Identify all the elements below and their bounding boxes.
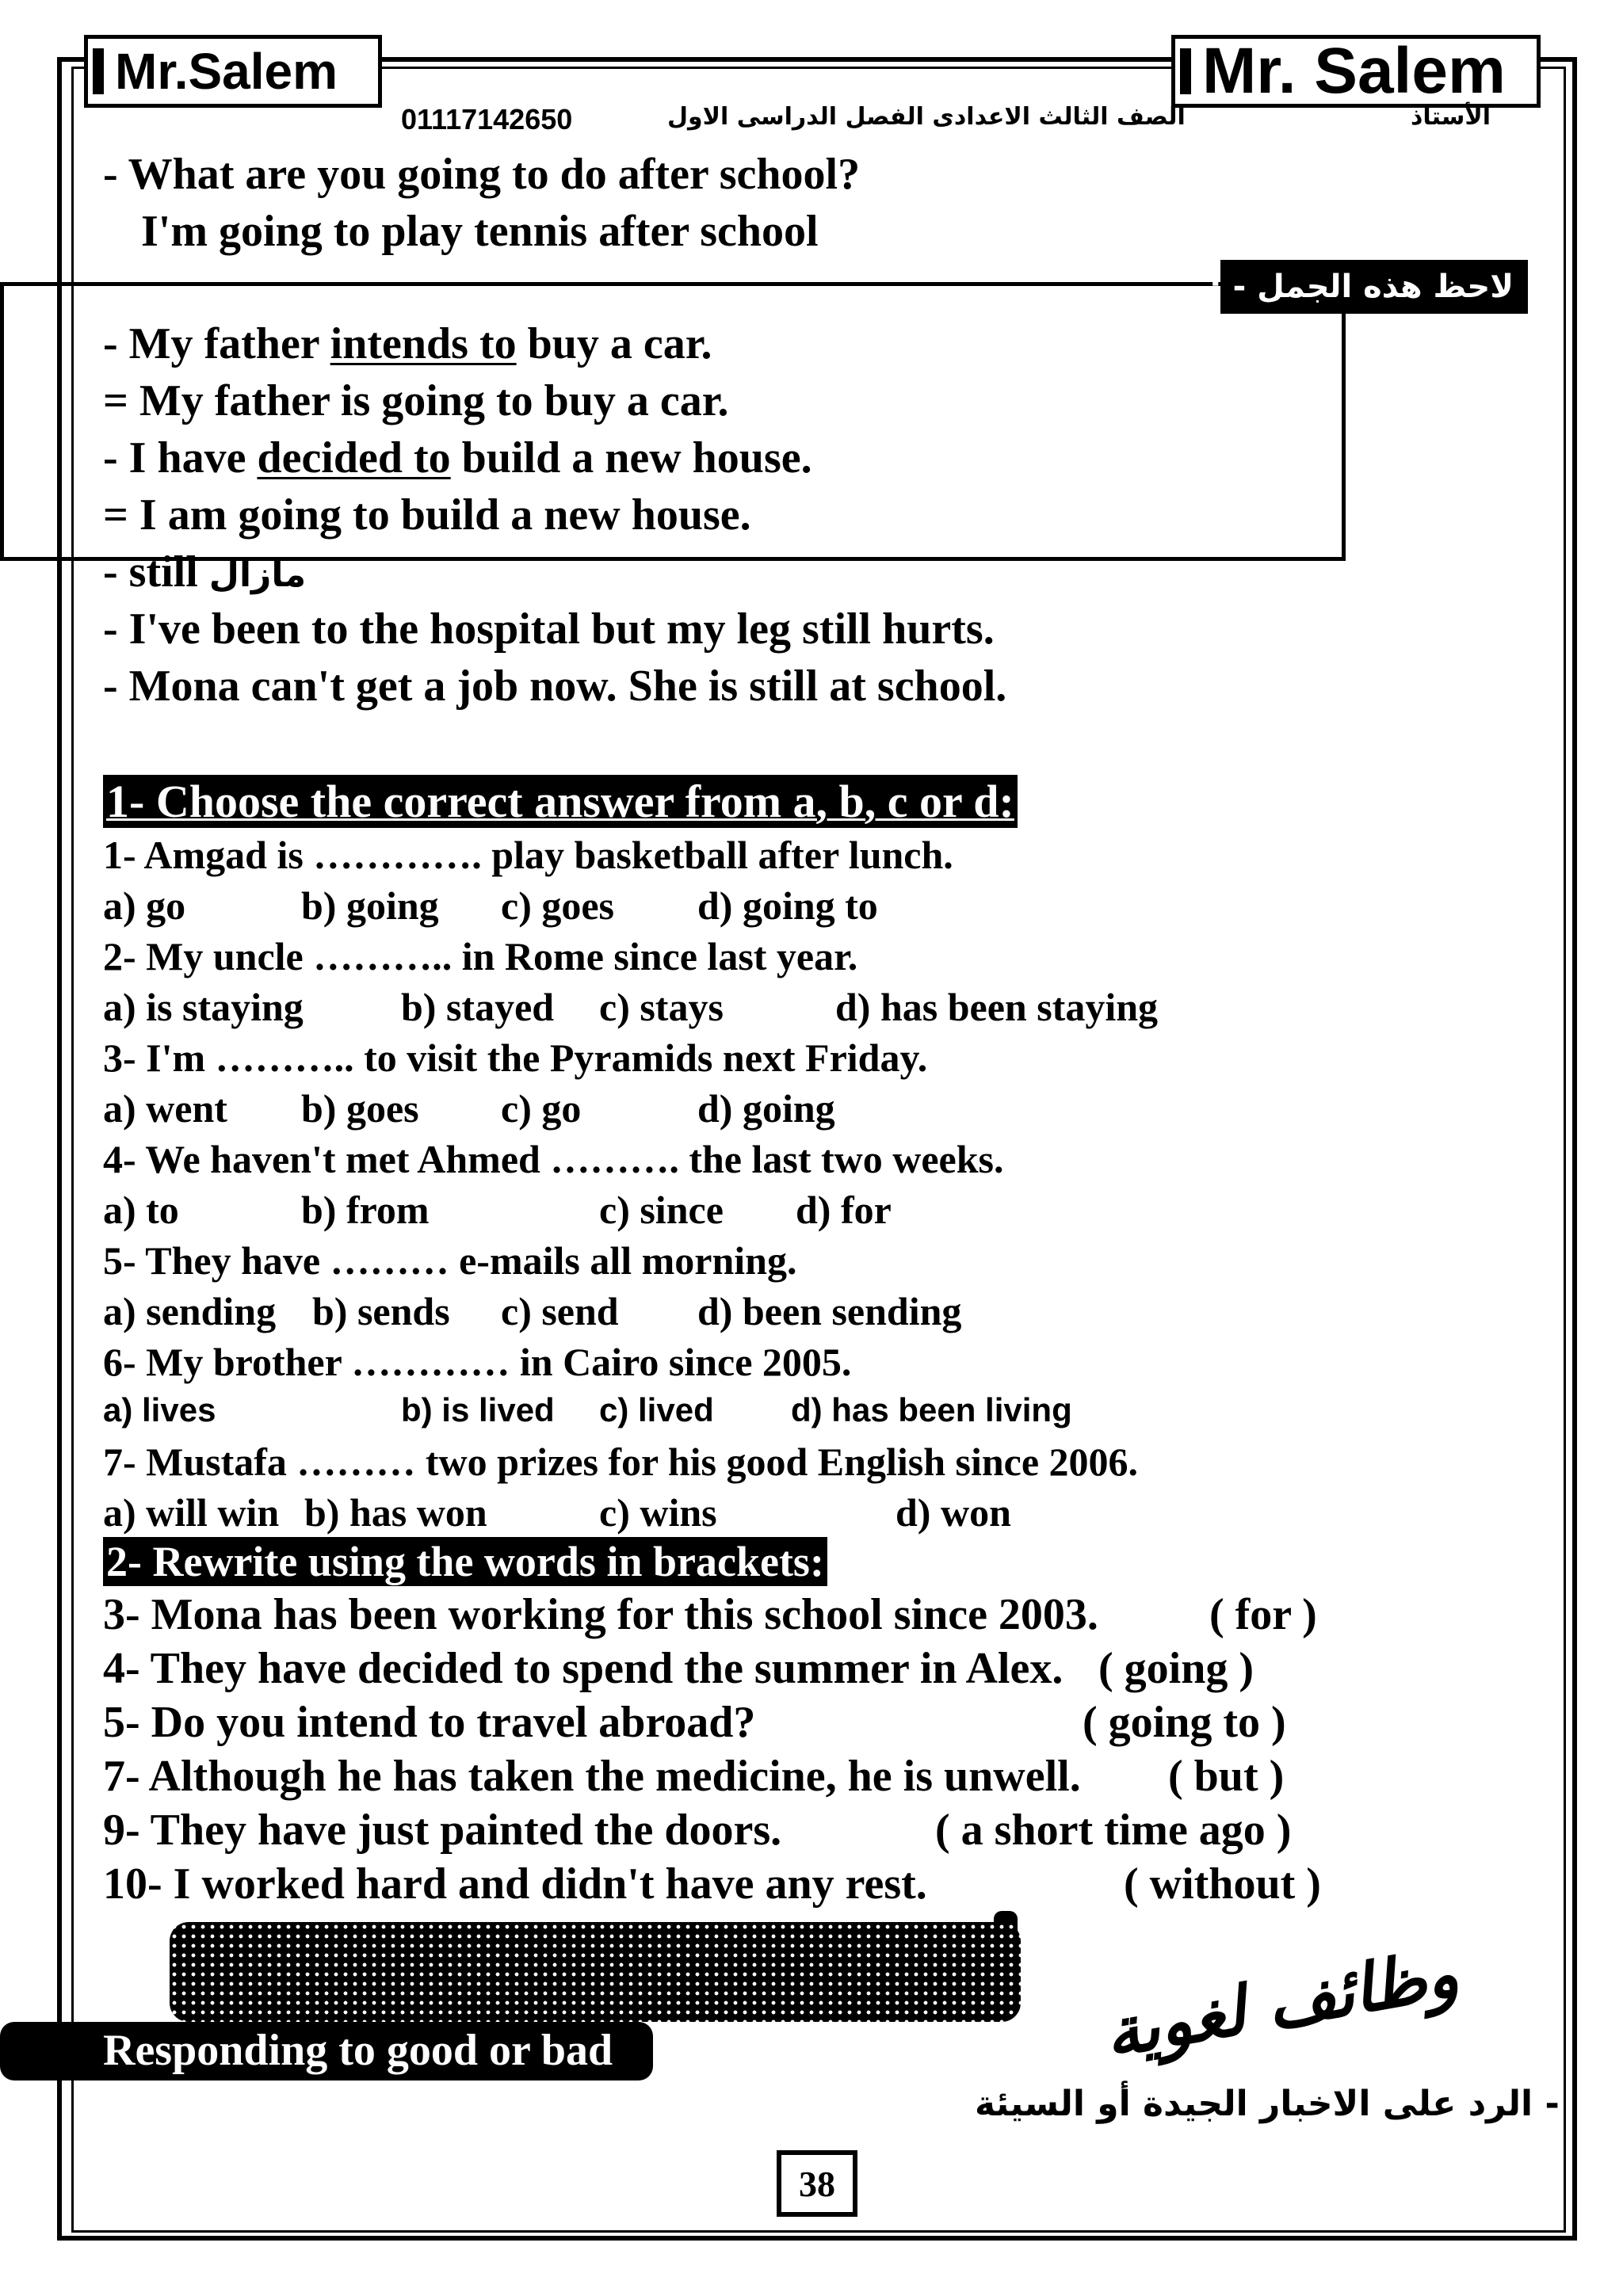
option-6a: a) lives — [103, 1391, 216, 1428]
option-3d: d) going — [697, 1086, 835, 1131]
rewrite-hint-4: ( but ) — [1168, 1752, 1285, 1801]
intro-answer: I'm going to play tennis after school — [141, 207, 819, 256]
option-7d: d) won — [896, 1490, 1011, 1535]
option-1d: d) going to — [697, 883, 878, 928]
rewrite-hint-6: ( without ) — [1124, 1859, 1321, 1909]
option-3b: b) goes — [301, 1086, 419, 1131]
question-2: 2- My uncle ……….. in Rome since last year. — [103, 934, 858, 978]
rewrite-hint-2: ( going ) — [1098, 1644, 1254, 1693]
rewrite-hint-5: ( a short time ago ) — [935, 1806, 1292, 1855]
rewrite-hint-1: ( for ) — [1209, 1590, 1317, 1639]
option-2b: b) stayed — [401, 985, 555, 1029]
option-5a: a) sending — [103, 1289, 277, 1333]
language-functions-heading: وظائف لغوية — [1098, 1933, 1465, 2073]
option-3c: c) go — [501, 1086, 582, 1131]
rewrite-item-1: 3- Mona has been working for this school since 2003. — [103, 1590, 1098, 1639]
rewrite-item-3: 5- Do you intend to travel abroad? — [103, 1698, 756, 1747]
option-2c: c) stays — [599, 985, 724, 1029]
rewrite-item-6: 10- I worked hard and didn't have any rest. — [103, 1859, 927, 1909]
intro-question: - What are you going to do after school? — [103, 150, 861, 199]
option-1c: c) goes — [501, 883, 614, 928]
dotted-banner — [170, 1922, 1021, 2022]
option-6d: d) has been living — [791, 1391, 1072, 1428]
option-1b: b) going — [301, 883, 439, 928]
section2-title: 2- Rewrite using the words in brackets: — [103, 1537, 827, 1586]
option-5b: b) sends — [312, 1289, 450, 1333]
option-7b: b) has won — [304, 1490, 487, 1535]
option-6b: b) is lived — [401, 1391, 555, 1428]
option-2a: a) is staying — [103, 985, 304, 1029]
question-6: 6- My brother ………… in Cairo since 2005. — [103, 1340, 852, 1384]
rewrite-item-5: 9- They have just painted the doors. — [103, 1806, 782, 1855]
option-4d: d) for — [796, 1188, 892, 1232]
note-sentence-1: - My father intends to buy a car. — [103, 319, 712, 368]
option-1a: a) go — [103, 883, 186, 928]
option-5d: d) been sending — [697, 1289, 962, 1333]
option-4c: c) since — [599, 1188, 724, 1232]
option-2d: d) has been staying — [835, 985, 1159, 1029]
option-5c: c) send — [501, 1289, 619, 1333]
topic-banner-text: Responding to good or bad — [103, 2026, 613, 2075]
teacher-label: الأستاذ — [1411, 103, 1491, 131]
option-4a: a) to — [103, 1188, 179, 1232]
option-6c: c) lived — [599, 1391, 714, 1428]
question-3: 3- I'm ……….. to visit the Pyramids next Friday. — [103, 1035, 928, 1080]
option-4b: b) from — [301, 1188, 430, 1232]
note-tag: لاحظ هذه الجمل - : — [1220, 260, 1528, 314]
note-sentence-4: = I am going to build a new house. — [103, 490, 751, 540]
still-heading: - still مازال — [103, 547, 307, 597]
question-7: 7- Mustafa ……… two prizes for his good English since 2006. — [103, 1440, 1139, 1484]
rewrite-item-2: 4- They have decided to spend the summer in Alex. — [103, 1644, 1064, 1693]
note-sentence-2: = My father is going to buy a car. — [103, 376, 729, 425]
question-5: 5- They have ……… e-mails all morning. — [103, 1238, 797, 1283]
rewrite-item-4: 7- Although he has taken the medicine, he is unwell. — [103, 1752, 1081, 1801]
rewrite-hint-3: ( going to ) — [1083, 1698, 1286, 1747]
reply-subtitle: - الرد على الاخبار الجيدة أو السيئة — [975, 2084, 1560, 2124]
page-number: 38 — [777, 2150, 857, 2217]
option-7a: a) will win — [103, 1490, 280, 1535]
still-example-1: - I've been to the hospital but my leg still hurts. — [103, 605, 995, 654]
note-sentence-3: - I have decided to build a new house. — [103, 433, 812, 482]
section1-title: 1- Choose the correct answer from a, b, c or d: — [103, 775, 1018, 828]
grade-term-label: الصف الثالث الاعدادى الفصل الدراسى الاول — [667, 103, 1186, 131]
question-1: 1- Amgad is …………. play basketball after lunch. — [103, 833, 953, 877]
phone-number: 01117142650 — [401, 103, 573, 135]
option-7c: c) wins — [599, 1490, 717, 1535]
logo-right: Mr. Salem — [1171, 35, 1541, 108]
still-example-2: - Mona can't get a job now. She is still at school. — [103, 662, 1007, 711]
question-4: 4- We haven't met Ahmed ………. the last two weeks. — [103, 1137, 1004, 1181]
logo-left: Mr.Salem — [84, 35, 382, 108]
option-3a: a) went — [103, 1086, 227, 1131]
